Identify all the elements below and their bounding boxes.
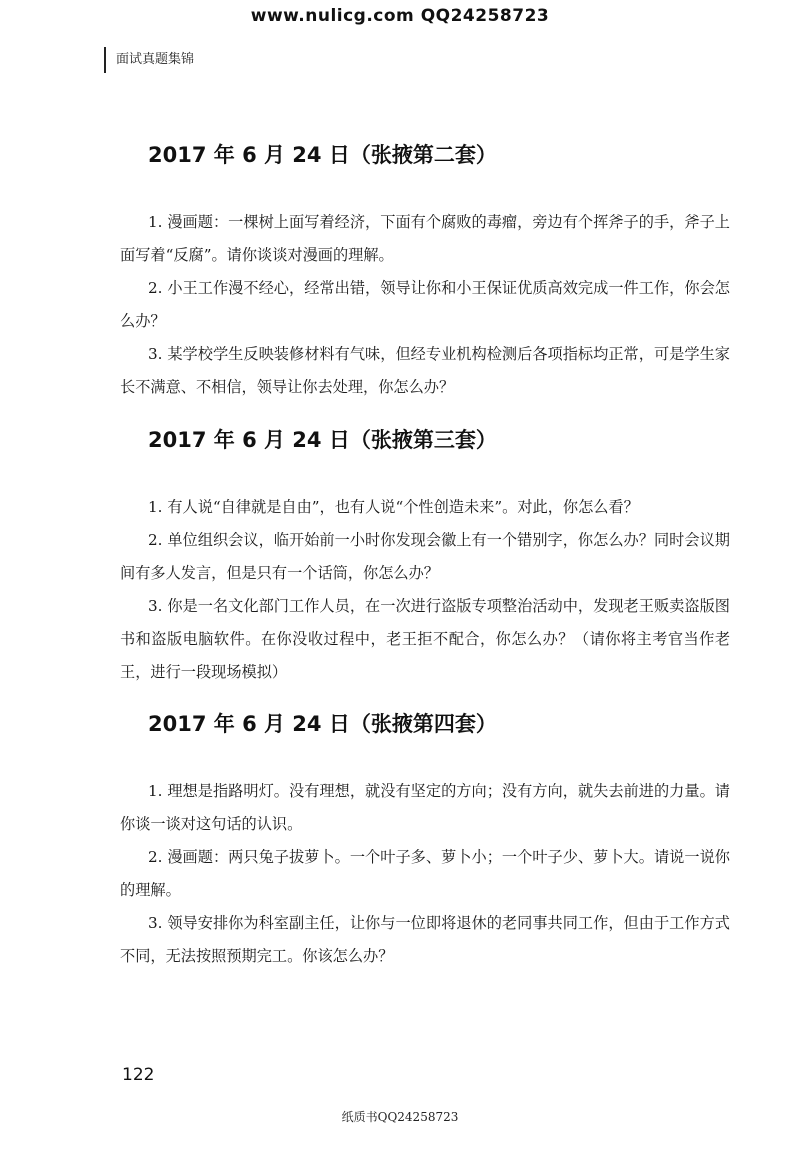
question-item: 1. 漫画题：一棵树上面写着经济，下面有个腐败的毒瘤，旁边有个挥斧子的手，斧子上面写着“反腐”。请你谈谈对漫画的理解。 [120,213,730,264]
section-title: 2017 年 6 月 24 日（张掖第二套） [148,143,497,167]
question-item: 2. 小王工作漫不经心，经常出错，领导让你和小王保证优质高效完成一件工作，你会怎么办？ [120,279,730,330]
question-item: 2. 漫画题：两只兔子拔萝卜。一个叶子多、萝卜小；一个叶子少、萝卜大。请说一说你的理解。 [120,848,730,899]
section-title: 2017 年 6 月 24 日（张掖第四套） [148,712,497,736]
watermark-top: www.nulicg.com QQ24258723 [250,6,550,26]
question-item: 3. 某学校学生反映装修材料有气味，但经专业机构检测后各项指标均正常，可是学生家长不满意、不相信，领导让你去处理，你怎么办？ [120,345,730,396]
question-item: 1. 有人说“自律就是自由”，也有人说“个性创造未来”。对此，你怎么看？ [148,498,639,516]
question-item: 3. 你是一名文化部门工作人员，在一次进行盗版专项整治活动中，发现老王贩卖盗版图书和盗版电脑软件。在你没收过程中，老王拒不配合，你怎么办？（请你将主考官当作老王，进行一段现场模拟） [120,597,730,681]
question-item: 1. 理想是指路明灯。没有理想，就没有坚定的方向；没有方向，就失去前进的力量。请你谈一谈对这句话的认识。 [120,782,730,833]
page-number: 122 [122,1065,155,1085]
watermark-bottom: 纸质书QQ24258723 [341,1110,459,1124]
section-title: 2017 年 6 月 24 日（张掖第三套） [148,428,497,452]
section-1 [120,140,730,404]
running-header: 面试真题集锦 [104,47,194,73]
question-item: 3. 领导安排你为科室副主任，让你与一位即将退休的老同事共同工作，但由于工作方式不同，无法按照预期完工。你该怎么办？ [120,914,730,965]
section-2 [120,425,730,689]
question-item: 2. 单位组织会议，临开始前一小时你发现会徽上有一个错别字，你怎么办？同时会议期间有多人发言，但是只有一个话筒，你怎么办？ [120,531,730,582]
section-3 [120,709,730,973]
